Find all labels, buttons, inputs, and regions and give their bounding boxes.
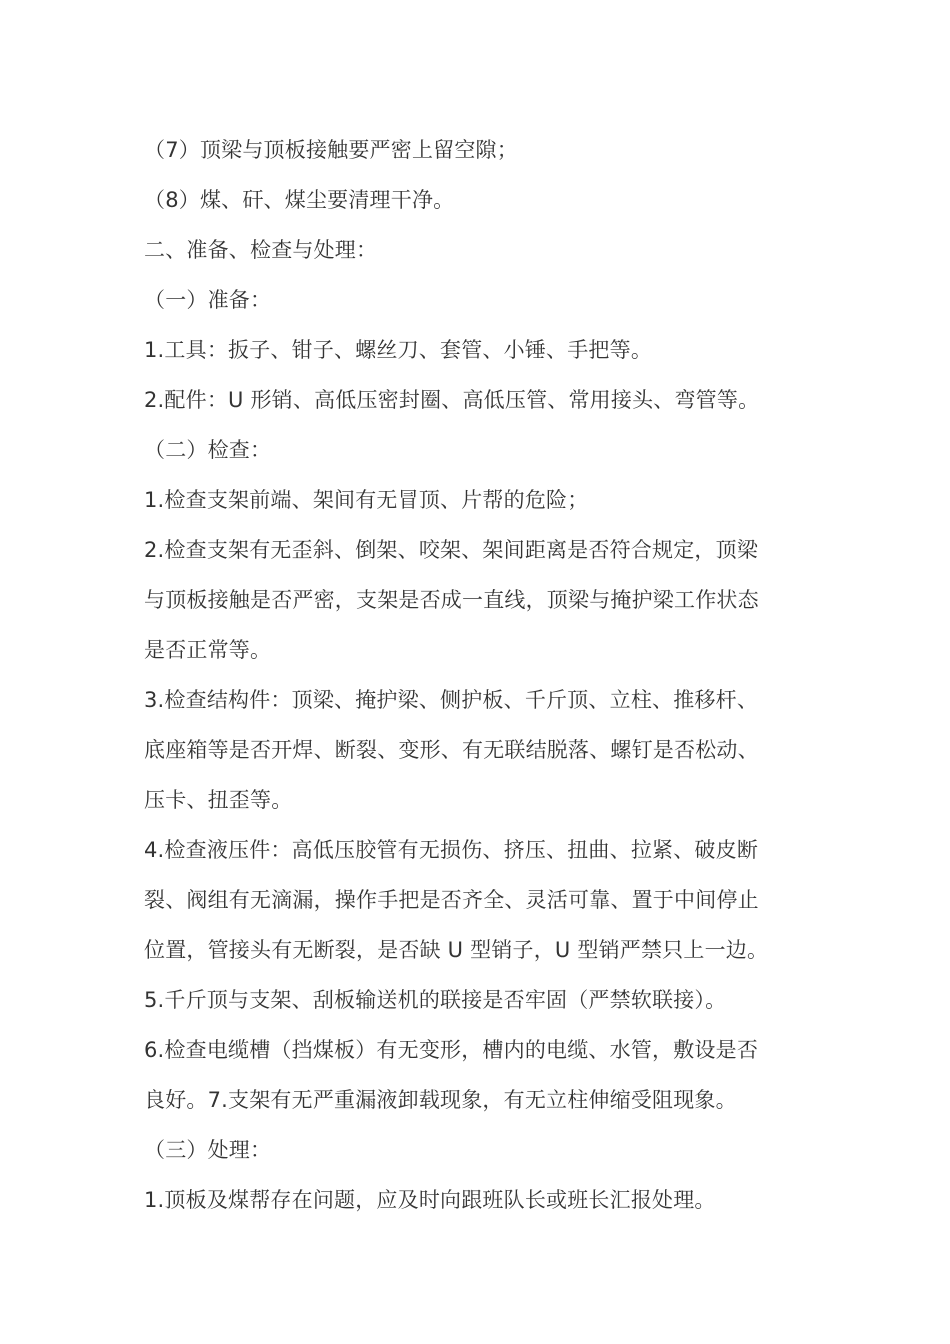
check-item-4-line-2: 裂、阀组有无滴漏，操作手把是否齐全、灵活可靠、置于中间停止 <box>144 888 759 912</box>
check-item-1: 1.检查支架前端、架间有无冒顶、片帮的危险； <box>144 488 589 512</box>
check-item-4-line-3: 位置，管接头有无断裂，是否缺 U 型销子，U 型销严禁只上一边。 <box>144 938 769 962</box>
subsection-heading-handle: （三）处理： <box>144 1138 272 1162</box>
check-item-5: 5.千斤顶与支架、刮板输送机的联接是否牢固（严禁软联接）。 <box>144 988 727 1012</box>
check-item-3-line-3: 压卡、扭歪等。 <box>144 788 293 812</box>
list-item-8-clean-coal: （8）煤、矸、煤尘要清理干净。 <box>144 188 455 212</box>
prepare-item-parts: 2.配件：U 形销、高低压密封圈、高低压管、常用接头、弯管等。 <box>144 388 760 412</box>
check-item-3-line-1: 3.检查结构件：顶梁、掩护梁、侧护板、千斤顶、立柱、推移杆、 <box>144 688 759 712</box>
list-item-7-top-beam-contact: （7）顶梁与顶板接触要严密上留空隙； <box>144 138 518 162</box>
check-item-2-line-3: 是否正常等。 <box>144 638 272 662</box>
check-item-2-line-1: 2.检查支架有无歪斜、倒架、咬架、架间距离是否符合规定，顶梁 <box>144 538 759 562</box>
section-heading-prepare-check-handle: 二、准备、检查与处理： <box>144 238 378 262</box>
check-item-3-line-2: 底座箱等是否开焊、断裂、变形、有无联结脱落、螺钉是否松动、 <box>144 738 759 762</box>
handle-item-1: 1.顶板及煤帮存在问题，应及时向跟班队长或班长汇报处理。 <box>144 1188 716 1212</box>
subsection-heading-prepare: （一）准备： <box>144 288 272 312</box>
check-item-6-line-1: 6.检查电缆槽（挡煤板）有无变形，槽内的电缆、水管，敷设是否 <box>144 1038 759 1062</box>
check-item-2-line-2: 与顶板接触是否严密，支架是否成一直线，顶梁与掩护梁工作状态 <box>144 588 759 612</box>
prepare-item-tools: 1.工具：扳子、钳子、螺丝刀、套管、小锤、手把等。 <box>144 338 653 362</box>
check-item-4-line-1: 4.检查液压件：高低压胶管有无损伤、挤压、扭曲、拉紧、破皮断 <box>144 838 759 862</box>
subsection-heading-check: （二）检查： <box>144 438 272 462</box>
check-item-6-7-line-2: 良好。7.支架有无严重漏液卸载现象，有无立柱伸缩受阻现象。 <box>144 1088 737 1112</box>
